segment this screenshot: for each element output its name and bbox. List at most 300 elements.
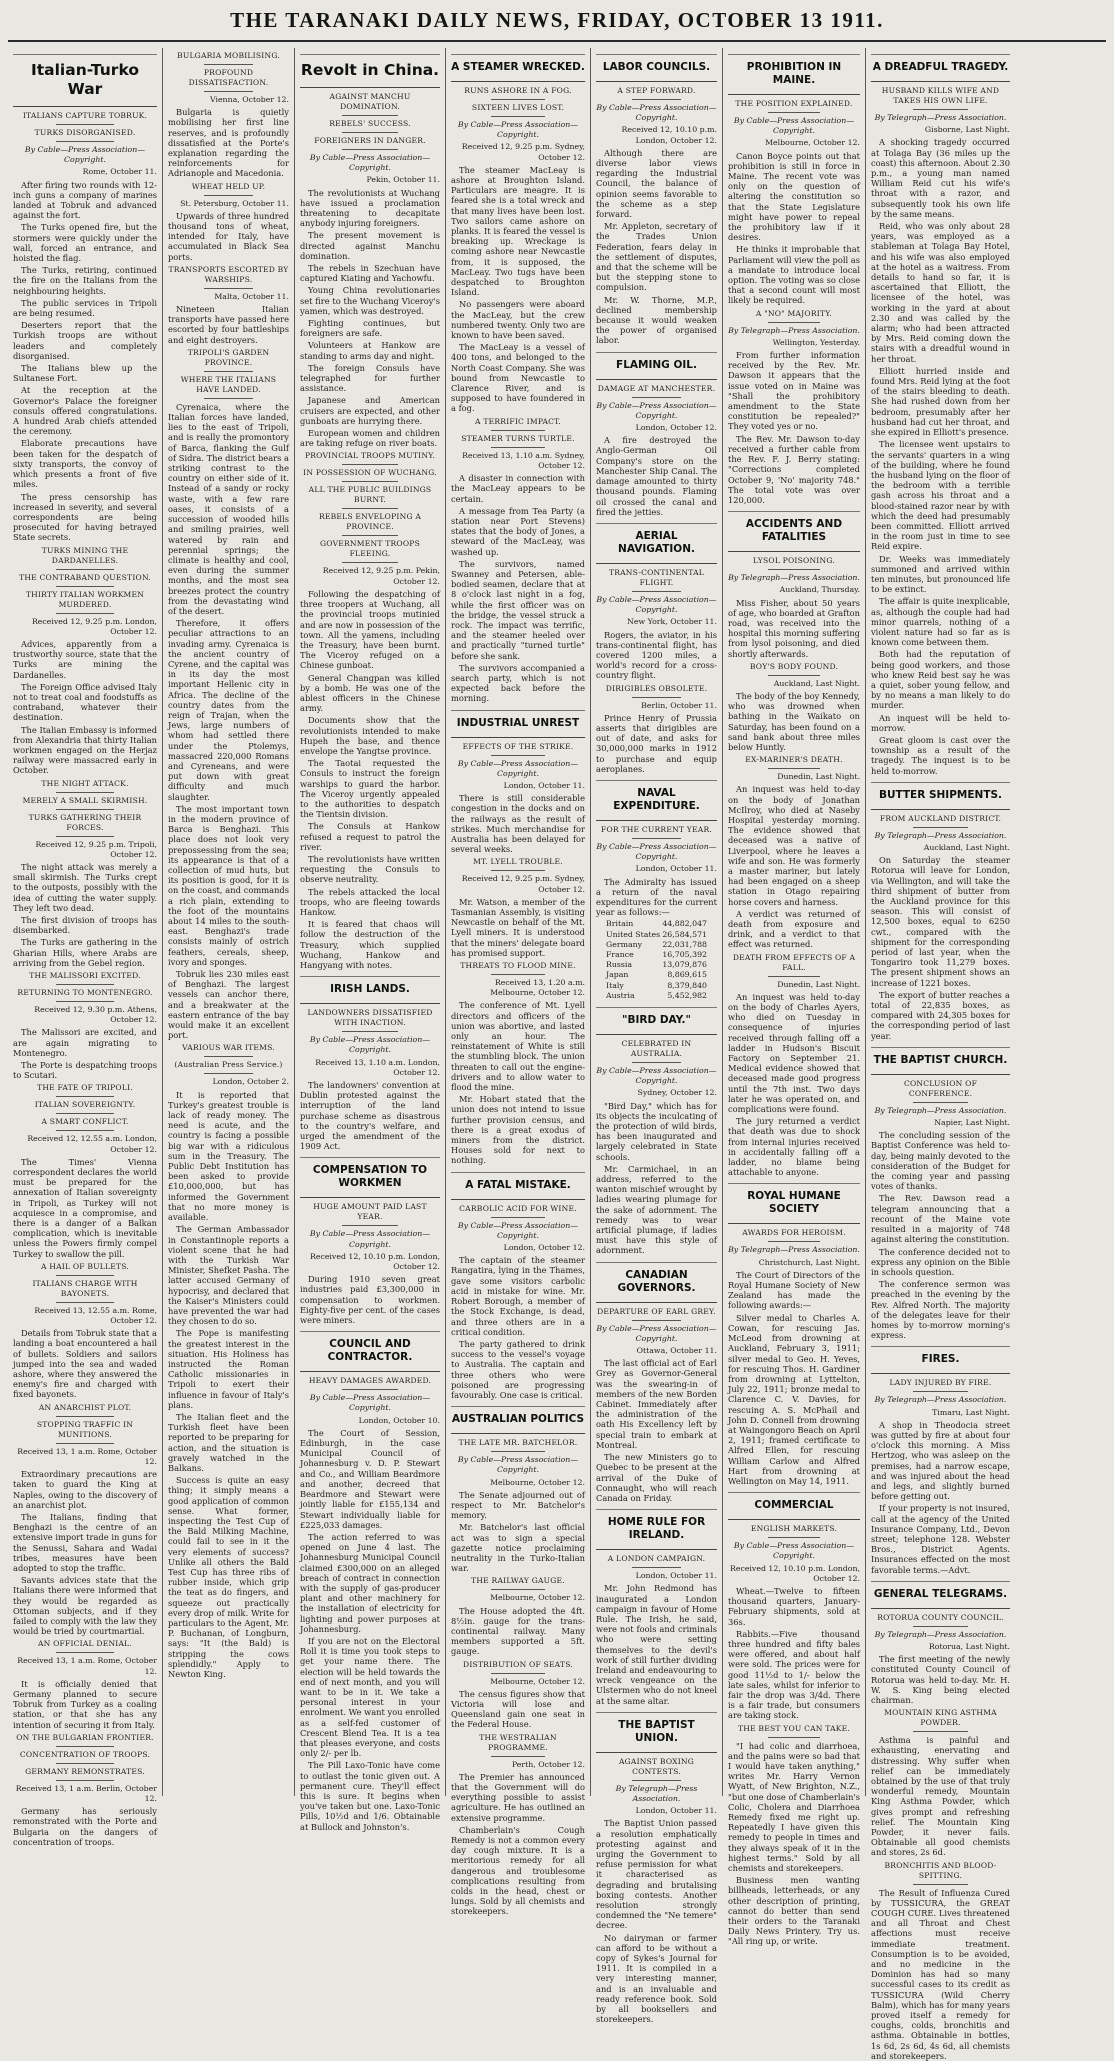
subheading: AN OFFICIAL DENIAL. — [37, 1639, 133, 1649]
country-name: Austria — [606, 990, 635, 1000]
article — [728, 511, 860, 659]
country-name: Japan — [606, 970, 629, 980]
article-body — [300, 1274, 440, 1325]
article — [13, 546, 157, 776]
article — [300, 1157, 440, 1325]
article-body — [451, 897, 585, 958]
paragraph: Young China revolutionaries set fire to the Wuchang Viceroy's yamen, which was destroyed. — [300, 285, 440, 316]
divider-rule — [491, 116, 545, 117]
paragraph: Dr. Weeks was immediately summoned and arrived within ten minutes, but pronounced life to be extinct. — [871, 553, 1010, 595]
subheading: ROTORUA COUNTY COUNCIL. — [877, 1612, 1004, 1622]
subheading: THE MALISSORI EXCITED. — [29, 971, 141, 980]
paragraph: The present movement is directed against Manchu domination. — [300, 230, 440, 261]
article — [596, 684, 717, 774]
paragraph: Mr. John Redmond has inaugurated a London campaign in favour of Home Rule. The Irish, he said, were not fools and criminals who were setting themselves to the devil's work of still further dividing Ireland and endeavouring to wreck vengeance on the Ulstermen who do not kneel at the same altar. — [596, 1583, 717, 1706]
article — [451, 54, 585, 414]
subheading: BULGARIA MOBILISING. — [177, 51, 280, 60]
expenditure-value: 16,705,392 — [662, 949, 707, 959]
country-name: Germany — [606, 939, 643, 949]
subheading: CONCLUSION OF CONFERENCE. — [903, 1078, 978, 1098]
paragraph: Volunteers at Hankow are standing to arms day and night. — [300, 340, 440, 361]
paragraph: The Turks are gathering in the Gharian Hills, where Arabs are arriving from the Gebel region. — [13, 937, 157, 968]
headline-box — [728, 54, 860, 95]
dateline: Received 12, 9.25 p.m. Sydney, October 12. — [461, 874, 585, 894]
dateline: Sydney, October 12. — [637, 1088, 717, 1098]
byline: By Cable—Press Association—Copyright. — [457, 758, 579, 778]
paragraph: It is officially denied that Germany planned to secure Tobruk from Turkey as a coaling station, or that she has any intention of securing it from Italy. — [13, 1678, 157, 1730]
article-body — [728, 691, 860, 752]
divider-rule — [768, 112, 821, 113]
article — [451, 1172, 585, 1400]
subheading: BRONCHITIS AND BLOOD-SPITTING. — [884, 1860, 997, 1880]
headline: CANADIAN GOVERNORS. — [617, 1268, 696, 1294]
divider-rule — [768, 976, 821, 977]
expenditure-value: 8,379,840 — [667, 980, 707, 990]
divider-rule — [56, 141, 114, 142]
article-body — [300, 589, 440, 970]
article — [13, 1403, 157, 1637]
dateline: Received 13, 1 a.m. Rome, October 12. — [17, 1446, 157, 1466]
paragraph: Canon Boyce points out that prohibition is still in force in Maine. The recent vote was only on the question of altering the constitution so that the State Legislature might have power to repeal the prohibitory law if it desires. — [728, 150, 860, 243]
paragraph: Bulgaria is quietly mobilising her first line reserves, and is profoundly dissatisfied at the Porte's explanation regarding the reinforcements for Adrianople and Macedonia. — [168, 107, 289, 179]
byline: By Telegraph—Press Association. — [874, 1629, 1007, 1639]
dateline: Received 12, 9.25 p.m. London, October 12. — [31, 616, 157, 636]
headline-box — [871, 1581, 1010, 1609]
headline: Revolt in China. — [300, 61, 440, 79]
subheading: THE NIGHT ATTACK. — [41, 778, 129, 788]
divider-rule — [491, 870, 545, 871]
article-body — [871, 1654, 1010, 1705]
dateline: Received 13, 12.55 a.m. Rome, October 12. — [34, 1305, 157, 1326]
divider-rule — [342, 508, 398, 509]
paragraph: Business men wanting billheads, letterheads, or any other description of printing, cannot do better than send their orders to the Taranaki Daily News Printery. Try us. "All ring up, or write. — [728, 1875, 860, 1947]
article-body — [451, 1606, 585, 1657]
paragraph: Mr. Hobart stated that the union does not intend to issue further provision census, and there is a great exodus of miners from the district. Houses sold for next to nothing. — [451, 1094, 585, 1166]
headline: A STEAMER WRECKED. — [451, 61, 585, 73]
paragraph: "Bird Day," which has for its objects the inculcating of the protection of wild birds, has been inaugurated and largely celebrated in State schools. — [596, 1100, 717, 1162]
divider-rule — [632, 1780, 680, 1781]
paragraph: The public services in Tripoli are being resumed. — [13, 297, 157, 319]
divider-rule — [491, 99, 545, 100]
article — [300, 451, 440, 970]
byline: By Cable—Press Association—Copyright. — [24, 145, 146, 165]
paragraph: The steamer MacLeay is ashore at Broughton Island. Particulars are meagre. It is feared she is a total wreck and that many lives have been lost. Two sailors came ashore on planks. It is feared the vessel is breaking up. Wreckage is coming ashore near Newcastle from, it is supposed, the MacLeay. Two tugs have been despatched to Broughton Island. — [451, 164, 585, 298]
headline: AUSTRALIAN POLITICS — [451, 1413, 585, 1426]
headline-box — [300, 1157, 440, 1198]
article-body — [871, 1420, 1010, 1575]
article-body — [168, 107, 289, 178]
paragraph: Although there are diverse labor views regarding the Industrial Council, the balance of opinion seems favorable to the scheme as a step forward. — [596, 147, 717, 220]
subheading: AGAINST MANCHU DOMINATION. — [329, 92, 411, 111]
divider-rule — [204, 398, 252, 399]
article — [300, 976, 440, 1151]
paragraph: On Saturday the steamer Rotorua will leave for London, via Wellington, and will take the third shipment of butter from the Auckland province for this season. This will consist of 12,500 boxes, equal to 6250 cwt., compared with the shipment for the corresponding period of last year, when the Tongariro took 11,279 boxes. The present shipment shows an increase of 1221 boxes. — [871, 855, 1010, 988]
article-body — [168, 304, 289, 345]
dateline: Received 12, 9.30 p.m. Athens, October 12. — [34, 1005, 157, 1025]
divider-rule — [632, 99, 680, 100]
headline: "BIRD DAY." — [622, 1014, 691, 1026]
article — [596, 54, 717, 346]
article-body — [168, 211, 289, 262]
paragraph: The Premier has announced that the Government will do everything possible to assist agriculture. He has outlined an extensive programme. — [451, 1771, 585, 1823]
divider-rule — [56, 1302, 114, 1303]
paragraph: It is feared that chaos will follow the destruction of the Treasury, which supplied Wuchang, Hankow and Hangyang with notes. — [300, 919, 440, 970]
paragraph: The Admiralty has issued a return of the naval expenditures for the current year as follows:— — [596, 876, 717, 918]
divider-rule — [56, 809, 114, 810]
article — [728, 309, 860, 505]
paragraph: No dairyman or farmer can afford to be without a copy of Sykes's Journal for 1911. It is compiled in a very interesting manner, and is an invaluable and ready reference book. Sold by all booksellers and storekeepers. — [596, 1932, 717, 2025]
subheading: WHEAT HELD UP. — [191, 181, 266, 191]
paragraph: A disaster in connection with the MacLeay appears to be certain. — [451, 473, 585, 504]
headline: PROHIBITION IN MAINE. — [746, 61, 842, 86]
article-body — [596, 1818, 717, 2024]
headline-box — [596, 352, 717, 380]
paragraph: The last official act of Earl Grey as Governor-General was the swearing-in of members of the new Borden Cabinet. Immediately after the administration of the oath His Excellency left by special train to embark at Montreal. — [596, 1358, 717, 1450]
divider-rule — [632, 397, 680, 398]
headline: Italian-Turko War — [30, 61, 139, 98]
article — [728, 953, 860, 1178]
subheading: THE CONTRABAND QUESTION. — [19, 572, 151, 582]
column-2 — [163, 48, 295, 1796]
paragraph: The landowners' convention at Dublin protested against the interruption of the land purchase scheme as disastrous to the country's welfare, and urged the amendment of the 1909 Act. — [300, 1080, 440, 1152]
article-body — [596, 1101, 717, 1256]
article — [451, 417, 585, 704]
subheading: ITALIANS CAPTURE TOBRUK. — [22, 111, 148, 120]
paragraph: The conference sermon was preached in the evening by the Rev. Alfred North. The majority of the delegates leave for their homes by to-morrow morning's express. — [871, 1279, 1010, 1341]
paragraph: Elaborate precautions have been taken for the despatch of sixty transports, the convoy of which presents a front of five miles. — [13, 438, 157, 490]
paragraph: Mr. Batchelor's last official act was to sign a special gazette notice proclaiming neutrality in the Turko-Italian war. — [451, 1522, 585, 1574]
country-name: Britain — [606, 919, 634, 929]
article-body — [871, 1130, 1010, 1340]
article — [596, 352, 717, 517]
paragraph: Following the despatching of three troopers at Wuchang, all the provincial troops mutinied and are now in possession of the town. All the yamens, including the Treasury, have been burnt. The Viceroy refuged on a Chinese gunboat. — [300, 588, 440, 671]
article — [451, 710, 585, 855]
dateline: Received 13, 1.10 a.m. Sydney, October 12. — [462, 450, 585, 470]
headline-box — [728, 1492, 860, 1520]
byline: By Cable—Press Association—Copyright. — [596, 400, 717, 420]
table-row — [596, 950, 717, 960]
article-body — [451, 793, 585, 854]
headline: BUTTER SHIPMENTS. — [878, 788, 1003, 801]
table-row — [596, 919, 717, 929]
divider-rule — [204, 91, 252, 92]
paragraph: An inquest will be held to-morrow. — [871, 712, 1010, 733]
subheading: GERMANY REMONSTRATES. — [25, 1766, 145, 1776]
paragraph: The action referred to was opened on June 4 last. The Johannesburg Municipal Council claimed £300,000 on an alleged breach of contract in connection with the supply of gas-producer plant and other machinery for the installation of electricity for lighting and power purposes at Johannesburg. — [300, 1531, 440, 1634]
byline: By Telegraph—Press Association. — [615, 1783, 698, 1803]
divider-rule — [913, 827, 969, 828]
divider-rule — [768, 1241, 821, 1242]
headline-box — [596, 523, 717, 564]
article — [728, 1183, 860, 1486]
dateline: Timaru, Last Night. — [932, 1407, 1010, 1417]
subheading: A SMART CONFLICT. — [41, 1117, 129, 1127]
subheading: TURKS MINING THE DARDANELLES. — [41, 545, 129, 565]
dateline: London, October 2. — [212, 1077, 289, 1087]
article-body — [451, 1689, 585, 1730]
divider-rule — [342, 535, 398, 536]
divider-rule — [632, 1320, 680, 1321]
divider-rule — [632, 591, 680, 592]
article-body — [596, 713, 717, 774]
article-body — [728, 598, 860, 659]
subheading: CARBOLIC ACID FOR WINE. — [459, 1203, 577, 1213]
table-row — [596, 940, 717, 950]
article-body — [13, 1806, 157, 1847]
dateline: Christchurch, Last Night. — [758, 1257, 860, 1267]
article — [596, 1509, 717, 1706]
article — [168, 265, 289, 345]
dateline: Perth, October 12. — [511, 1759, 585, 1769]
subheading: STOPPING TRAFFIC IN MUNITIONS. — [36, 1419, 134, 1439]
dateline: London, October 11. — [635, 1571, 717, 1581]
article-body — [871, 1888, 1010, 2061]
subheading: DAMAGE AT MANCHESTER. — [597, 383, 716, 393]
article — [168, 182, 289, 262]
divider-rule — [56, 613, 114, 614]
headline: A FATAL MISTAKE. — [465, 1178, 571, 1191]
divider-rule — [56, 1780, 114, 1781]
divider-rule — [768, 1537, 821, 1538]
subheading: TRANS-CONTINENTAL FLIGHT. — [608, 567, 705, 587]
divider-rule — [56, 1275, 114, 1276]
paragraph: Cyrenaica, where the Italian forces have landed, lies to the east of Tripoli, and is really the promontory of Barca, flanking the Gulf of Sidra. The district bears a striking contrast to the country on either side of it. Instead of a sandy or rocky waste, with a few rare oases, it consists of a succession of wooded hills and smiling prairies, well watered by rain and perennial springs; the climate is healthy and cool, even during the summer months, and the most sea breezes protect the country from the devastating wind of the desert. — [168, 401, 289, 616]
paragraph: A fire destroyed the Anglo-German Oil Company's store on the Manchester Ship Canal. The damage amounted to thirty thousand pounds. Flaming oil crossed the canal and fired the jetties. — [596, 435, 717, 517]
subheading: ITALIANS CHARGE WITH BAYONETS. — [32, 1278, 138, 1298]
article — [168, 1043, 289, 1679]
dateline: Received 12, 12.55 a.m. London, October 12. — [27, 1134, 157, 1154]
byline: By Cable—Press Association—Copyright. — [309, 153, 431, 173]
subheading: TRANSPORTS ESCORTED BY WARSHIPS. — [168, 264, 289, 284]
subheading: MOUNTAIN KING ASTHMA POWDER. — [884, 1708, 997, 1728]
divider-rule — [632, 838, 680, 839]
paragraph: Fighting continues, but foreigners are safe. — [300, 318, 440, 339]
divider-rule — [768, 569, 821, 570]
paragraph: If your property is not insured, call at the agency of the United Insurance Company, Ltd., Devon street; telephone 128. Webster Bros., District Agents. Insurances effected on the most favorable terms.—Advt. — [871, 1503, 1010, 1575]
article-body — [13, 1027, 157, 1080]
subheading: WHERE THE ITALIANS HAVE LANDED. — [180, 374, 277, 394]
paragraph: Extraordinary precautions are taken to guard the King at Naples, owing to the discovery of an anarchist plot. — [13, 1469, 157, 1510]
divider-rule — [56, 1130, 114, 1131]
article — [871, 1861, 1010, 2061]
paragraph: The jury returned a verdict that death was due to shock from internal injuries received in accidentally falling off a ladder, no blame being attachable to anyone. — [728, 1116, 860, 1178]
paragraph: Silver medal to Charles A. Cowan, for rescuing Jas. McLeod from drowning at Auckland, February 3, 1911; silver medal to Geo. H. Yeves, for rescuing Thos. H. Gardiner from drowning at Lyttelton, July 22, 1911; bronze medal to Clarence C. V. Davies, for rescuing A. S. McPhail and John D. Connell from drowning at Waingongoro Beach on April 2, 1911; framed certificate to Alfred Ellen, for rescuing William Carlow and Alfred Hart from drowning at Wellington on May 14, 1911. — [728, 1312, 860, 1486]
paragraph: Rabbits.—Five thousand three hundred and fifty bales were offered, and about half were sold. The prices were for good 11½d to 1/- below the late sales, whilst for inferior to fair the drop was 3/4d. There is a fair trade, but consumers are taking stock. — [728, 1628, 860, 1721]
article-body — [13, 862, 157, 968]
column-3 — [295, 48, 446, 1832]
article-body — [451, 473, 585, 703]
headline: COMMERCIAL — [754, 1499, 834, 1512]
dateline: Received 13, 1 a.m. Berlin, October 12. — [15, 1783, 157, 1803]
paragraph: The German Ambassador in Constantinople reports a violent scene that he had with the Turkish War Minister, Shefket Pasha. The latter accused Germany of hypocrisy, and declared that the Kaiser's Ministers could have prevented the war had they chosen to do so. — [168, 1224, 289, 1327]
dateline: Received 12, 10.10 p.m. London, October 12. — [621, 125, 717, 145]
divider-rule — [342, 1031, 398, 1032]
divider-rule — [56, 1096, 114, 1097]
subheading: FOR THE CURRENT YEAR. — [601, 824, 712, 834]
expenditure-value: 26,584,571 — [662, 929, 707, 939]
paragraph: Mr. Carmichael, in an address, referred to the wanton mischief wrought by ladies wearing plumage for the sake of adornment. The remedy was to wear artificial plumage, if ladies must have this style of adornment. — [596, 1163, 717, 1256]
headline: GENERAL TELEGRAMS. — [873, 1587, 1008, 1600]
headline: THE BAPTIST CHURCH. — [873, 1053, 1008, 1066]
divider-rule — [913, 109, 969, 110]
divider-rule — [913, 1731, 969, 1732]
paragraph: Reid, who was only about 28 years, was employed as a stableman at Tolaga Bay Hotel, and his wife was also employed at the hotel as a waitress. From details to hand so far, it is ascertained that Elliott, the licensee of the hotel, was working in the yard at about 2.30 and was called by the alarm; who had been attracted by Mrs. Reid coming down the stairs with a dreadful wound in her throat. — [871, 221, 1010, 364]
divider-rule — [491, 430, 545, 431]
dateline: Received 12, 9.25 p.m. Sydney, October 12. — [461, 142, 585, 162]
paragraph: Tobruk lies 230 miles east of Benghazi. The largest vessels can anchor there, and a breakwater at the eastern entrance of the bay would make it an excellent port. — [168, 969, 289, 1041]
dateline: Received 13, 1 a.m. Rome, October 12. — [17, 1656, 157, 1676]
headline-box — [596, 1007, 717, 1035]
divider-rule — [632, 697, 680, 698]
paragraph: The concluding session of the Baptist Conference was held to-day, being mainly devoted to the consideration of the Budget for the coming year and passing votes of thanks. — [871, 1130, 1010, 1192]
byline: By Cable—Press Association—Copyright. — [596, 103, 717, 123]
dateline: Pekin, October 11. — [366, 175, 440, 185]
paragraph: European women and children are taking refuge on river boats. — [300, 428, 440, 449]
paragraph: The Court of Directors of the Royal Humane Society of New Zealand has made the following awards:— — [728, 1269, 860, 1311]
paragraph: Elliott hurried inside and found Mrs. Reid lying at the foot of the stairs bleeding to death. She had rushed down from her bedroom, presumably after her husband had cut her throat, and she expired in Elliott's presence. — [871, 365, 1010, 438]
article-body — [451, 165, 585, 414]
headline-box — [451, 54, 585, 82]
table-row — [596, 970, 717, 980]
paragraph: The Baptist Union passed a resolution emphatically protesting against and urging the Government to refuse permission for what it characterised as degrading and brutalising boxing contests. Another resolution strongly condemned the "Ne temere" decree. — [596, 1818, 717, 1931]
paragraph: Great gloom is cast over the township as a result of the tragedy. The inquest is to be held to-morrow. — [871, 734, 1010, 776]
paragraph: The MacLeay is a vessel of 400 tons, and belonged to the North Coast Company. She was bound from Newcastle to Clarence River, and is supposed to have foundered in a fog. — [451, 342, 585, 414]
subheading: CONCENTRATION OF TROOPS. — [19, 1749, 151, 1759]
divider-rule — [491, 974, 545, 975]
article — [451, 961, 585, 1166]
divider-rule — [56, 1763, 114, 1764]
article — [451, 1733, 585, 1917]
table-row — [596, 960, 717, 970]
article — [13, 1083, 157, 1258]
paragraph: Nineteen Italian transports have passed here escorted by four battleships and eight destroyers. — [168, 304, 289, 345]
article-body — [300, 1080, 440, 1151]
headline-box — [871, 54, 1010, 82]
headline-box — [871, 1047, 1010, 1075]
article — [871, 1346, 1010, 1574]
divider-rule — [342, 1225, 398, 1226]
paragraph: Advices, apparently from a trustworthy source, state that the Turks are mining the Dardanelles. — [13, 638, 157, 680]
masthead: THE TARANAKI DAILY NEWS, FRIDAY, OCTOBER 13 1911. — [8, 0, 1106, 42]
byline: By Cable—Press Association—Copyright. — [309, 1393, 431, 1413]
article — [451, 1406, 585, 1573]
subheading: REBELS' SUCCESS. — [329, 119, 411, 128]
paragraph: An inquest was held to-day on the body of Charles Ayers, who died on Tuesday in consequence of injuries received through falling off a ladder in Hudson's Biscuit Factory on September 21. Medical evidence showed that deceased made good progress until the 7th inst. Two days later he was operated on, and complications were found. — [728, 991, 860, 1115]
paragraph: At the reception at the Governor's Palace the foreigner consuls offered congratulations. A hundred Arab chiefs attended the ceremony. — [13, 385, 157, 437]
byline: By Cable—Press Association—Copyright. — [457, 1220, 579, 1240]
subheading: LYSOL POISONING. — [753, 556, 835, 566]
subheading: THE BEST YOU CAN TAKE. — [737, 1723, 851, 1733]
divider-rule — [491, 447, 545, 448]
subheading: DISTRIBUTION OF SEATS. — [463, 1659, 573, 1669]
byline: By Telegraph—Press Association. — [728, 1245, 860, 1255]
table-row — [596, 930, 717, 940]
article-body — [871, 137, 1010, 775]
paragraph: A shocking tragedy occurred at Tolaga Bay (36 miles up the coast) this afternoon. About 2.30 p.m., a young man named William Reid cut his wife's throat with a razor, and subsequently took his own life by the same means. — [871, 137, 1010, 219]
paragraph: No passengers were aboard the MacLeay, but the crew numbered twenty. Only two are known to have been saved. — [451, 299, 585, 341]
article-body — [728, 992, 860, 1178]
dateline: London, October 12. — [635, 423, 717, 433]
article-body — [451, 1000, 585, 1165]
article-body — [728, 1270, 860, 1486]
article — [168, 51, 289, 179]
divider-rule — [342, 115, 398, 116]
divider-rule — [632, 1062, 680, 1063]
divider-rule — [56, 984, 114, 985]
article — [13, 779, 157, 968]
headline: LABOR COUNCILS. — [602, 61, 711, 73]
divider-rule — [342, 149, 398, 150]
headline: THE BAPTIST UNION. — [618, 1718, 695, 1744]
headline: COUNCIL AND CONTRACTOR. — [327, 1338, 413, 1364]
paragraph: The Taotai requested the Consuls to instruct the foreign warships to guard the harbor. The Viceroy urgently appealed to the authorities to despatch the Tientsin division. — [300, 758, 440, 820]
headline-box — [596, 54, 717, 82]
paragraph: The Italian fleet and the Turkish fleet have been reported to be preparing for action, and the situation is gravely watched in the Balkans. — [168, 1411, 289, 1473]
divider-rule — [56, 124, 114, 125]
divider-rule — [56, 1652, 114, 1653]
paragraph: The Turks opened fire, but the stormers were quickly under the wall, forced an entrance, and hoisted the flag. — [13, 222, 157, 264]
divider-rule — [342, 464, 398, 465]
paragraph: The revolutionists have written requesting the Consuls to observe neutrality. — [300, 853, 440, 885]
headline-box — [300, 1331, 440, 1372]
dateline: Received 12, 9.25 p.m. Tripoli, October 12. — [35, 839, 157, 859]
subheading: ALL THE PUBLIC BUILDINGS BURNT. — [308, 485, 432, 505]
dateline: Napier, Last Night. — [934, 1118, 1010, 1128]
article-body — [728, 1741, 860, 1947]
divider-rule — [56, 586, 114, 587]
divider-rule — [768, 675, 821, 676]
divider-rule — [56, 1416, 114, 1417]
paragraph: The Turks, retiring, continued the fire on the Italians from the neighbouring heights. — [13, 265, 157, 296]
divider-rule — [56, 1443, 114, 1444]
article — [13, 971, 157, 1080]
paragraph: Upwards of three hundred thousand tons of wheat, intended for Italy, have accumulated in Black Sea ports. — [168, 210, 289, 262]
article-body — [300, 1428, 440, 1832]
paragraph: The affair is quite inexplicable, as, although the couple had had minor quarrels, nothing of a violent nature had so far as is known come between them. — [871, 596, 1010, 648]
column-1 — [8, 48, 163, 1847]
article — [728, 755, 860, 949]
headline-box — [596, 1262, 717, 1303]
dateline: Gisborne, Last Night. — [924, 125, 1010, 135]
article-body — [13, 1328, 157, 1399]
dateline: Rotorua, Last Night. — [928, 1641, 1010, 1651]
article-body — [871, 1735, 1010, 1857]
paragraph: The most important town in the modern province of Barca is Benghazi. This place does not look very prepossessing from the sea; its appearance is that of a collection of mud huts, but its position is good, for it is on the coast, and commands a rich plain, extending to the foot of the mountains about 14 miles to the south-east. Benghazi's trade consists mainly of ostrich feathers, cereals, sheep, ivory and sponges. — [168, 803, 289, 967]
divider-rule — [913, 1391, 969, 1392]
paragraph: The press censorship has increased in severity, and several correspondents are being prosecuted for having betrayed State secrets. — [13, 491, 157, 543]
dateline: Rome, October 11. — [82, 167, 157, 177]
divider-rule — [913, 1626, 969, 1627]
headline-box — [728, 1183, 860, 1224]
article — [168, 348, 289, 1041]
paragraph: Therefore, it offers peculiar attractions to an invading army. Cyrenaica is the ancient country of Cyrene, and the capital was in its day the most important Hellenic city in Africa. The decline of the country dates from the reign of Trajan, when the Jews, large numbers of whom had settled there under the Ptolemys, massacred 220,000 Romans and Cyreneans, and were put down with great difficulty and much slaughter. — [168, 618, 289, 802]
paragraph: If you are not on the Electoral Roll it is time you took steps to get your name there. The election will be held towards the end of next month, and you will want to be in it. We take a personal interest in your enrolment. We want you enrolled as a self-fed customer of Crescent Blend Tea. It is a tea that pleases everyone, and costs only 2/- per lb. — [300, 1635, 440, 1759]
headline: AERIAL NAVIGATION. — [618, 529, 695, 555]
headline-box — [596, 780, 717, 821]
divider-rule — [632, 1567, 680, 1568]
paragraph: The revolutionists at Wuchang have issued a proclamation threatening to decapitate anybody injuring foreigners. — [300, 187, 440, 229]
subheading: THE RAILWAY GAUGE. — [471, 1576, 565, 1586]
article-body — [728, 784, 860, 949]
dateline: Auckland, Last Night. — [923, 843, 1010, 852]
paragraph: The foreign Consuls have telegraphed for further assistance. — [300, 362, 440, 394]
paragraph: A shop in Theodocia street was gutted by fire at about four o'clock this morning. A Miss Hertzog, who was asleep on the premises, had a narrow escape, and was injured about the head and legs, and slightly burned before getting out. — [871, 1419, 1010, 1502]
divider-rule — [342, 481, 398, 482]
headline-box — [300, 54, 440, 88]
divider-rule — [491, 1217, 545, 1218]
divider-rule — [204, 1056, 252, 1057]
paragraph: The Italian Embassy is informed from Alexandria that thirty Italian workmen engaged on the Herjaz railway were massacred early in October. — [13, 724, 157, 776]
